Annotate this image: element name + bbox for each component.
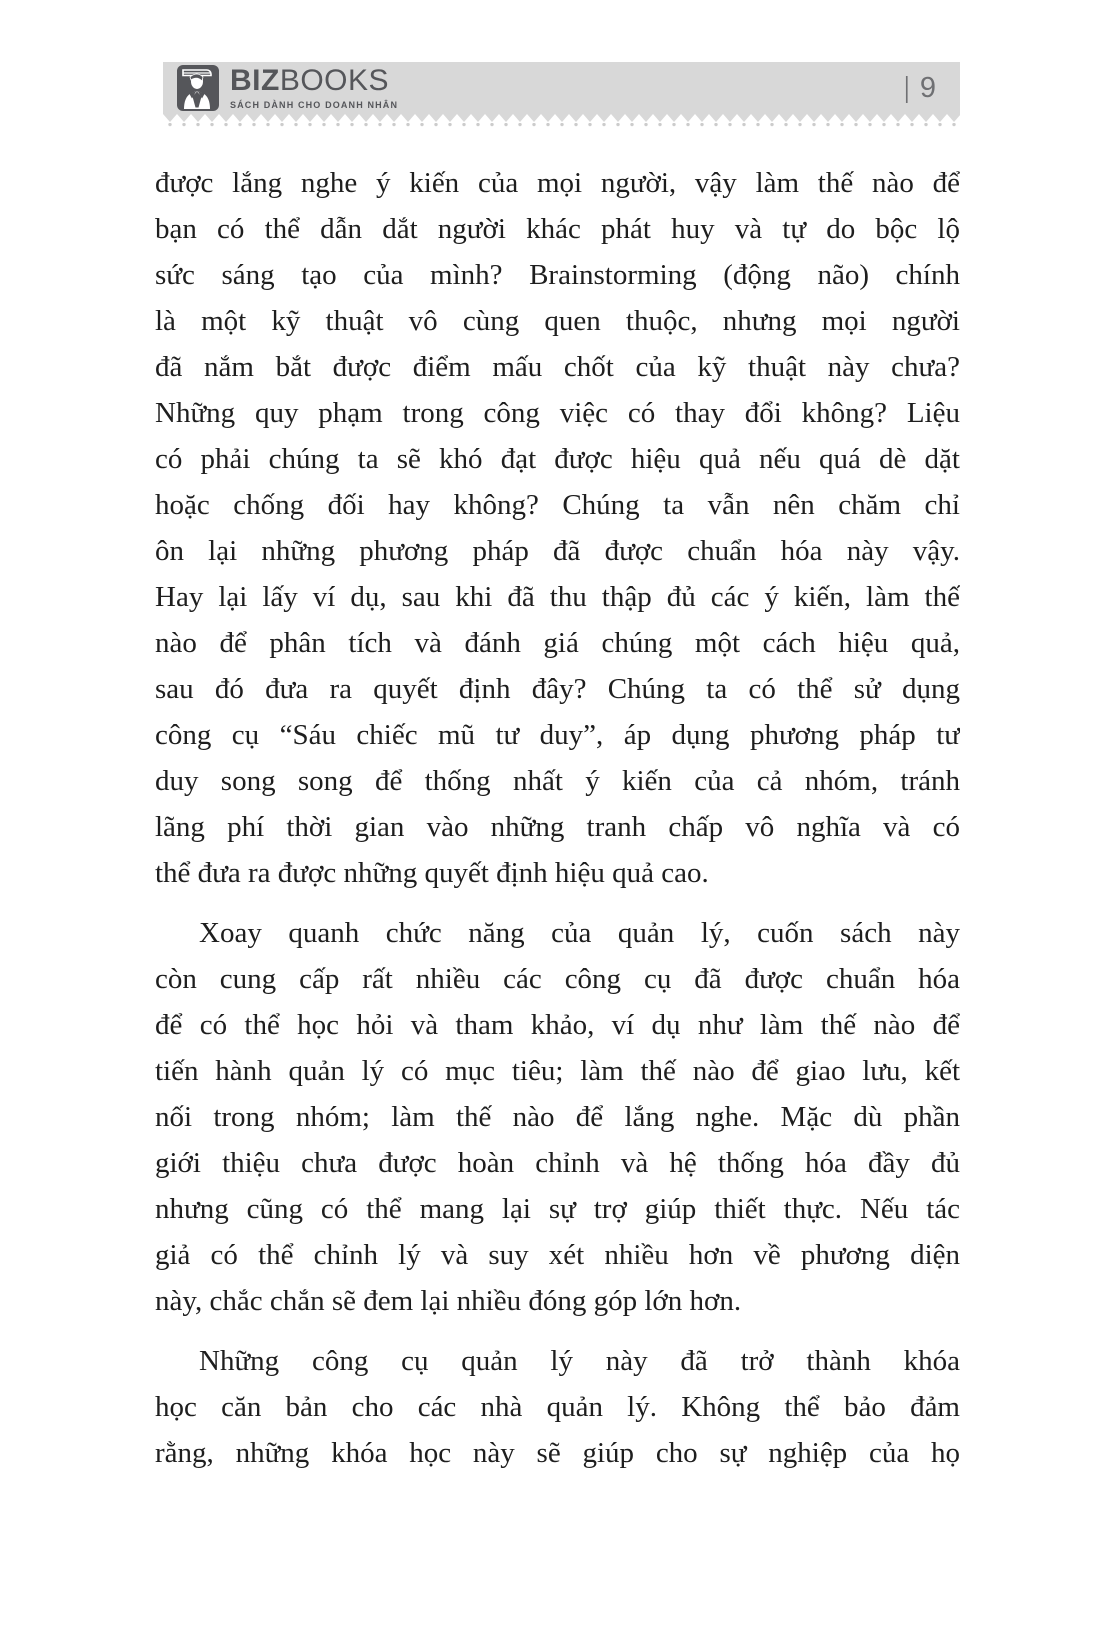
text-line: tiến hành quản lý có mục tiêu; làm thế nào để giao lưu, kết xyxy=(155,1055,960,1087)
logo-title-biz: BIZ xyxy=(230,64,280,97)
page-body xyxy=(155,160,960,1490)
text-line: đã nắm bắt được điểm mấu chốt của kỹ thuật này chưa? xyxy=(155,351,960,383)
text-line: nào để phân tích và đánh giá chúng một cách hiệu quả, xyxy=(155,627,960,659)
page-number xyxy=(903,72,936,105)
page-number-separator: | xyxy=(904,71,910,104)
text-line: này, chắc chắn sẽ đem lại nhiều đóng góp lớn hơn. xyxy=(155,1285,742,1317)
text-line: Hay lại lấy ví dụ, sau khi đã thu thập đủ các ý kiến, làm thế xyxy=(155,581,960,613)
text-line: hoặc chống đối hay không? Chúng ta vẫn nên chăm chỉ xyxy=(155,489,960,521)
logo-tagline: SÁCH DÀNH CHO DOANH NHÂN xyxy=(230,100,399,110)
businessman-book-emblem-icon xyxy=(177,65,219,111)
text-line: có phải chúng ta sẽ khó đạt được hiệu quả nếu quá dè dặt xyxy=(155,443,960,475)
header xyxy=(163,62,960,128)
text-line: nhưng cũng có thể mang lại sự trợ giúp thiết thực. Nếu tác xyxy=(155,1193,960,1225)
text-line: còn cung cấp rất nhiều các công cụ đã được chuẩn hóa xyxy=(155,963,960,995)
paragraph xyxy=(155,910,960,1324)
text-line: rằng, những khóa học này sẽ giúp cho sự nghiệp của họ xyxy=(155,1437,960,1469)
text-line: là một kỹ thuật vô cùng quen thuộc, nhưng mọi người xyxy=(155,305,960,337)
text-line: học căn bản cho các nhà quản lý. Không thể bảo đảm xyxy=(155,1391,960,1423)
text-line: để có thể học hỏi và tham khảo, ví dụ như làm thế nào để xyxy=(155,1009,960,1041)
text-line: Những công cụ quản lý này đã trở thành khóa xyxy=(199,1345,960,1377)
text-line: sau đó đưa ra quyết định đây? Chúng ta có thể sử dụng xyxy=(155,673,960,705)
logo-wordmark xyxy=(230,66,398,110)
text-line: giới thiệu chưa được hoàn chỉnh và hệ thống hóa đầy đủ xyxy=(155,1147,960,1179)
paragraph xyxy=(155,1338,960,1476)
torn-edge-shadow-dots xyxy=(163,123,960,128)
logo-title xyxy=(230,66,398,96)
text-line: thể đưa ra được những quyết định hiệu quả cao. xyxy=(155,857,709,889)
text-line: công cụ “Sáu chiếc mũ tư duy”, áp dụng phương pháp tư xyxy=(155,719,960,751)
header-torn-edge xyxy=(163,114,960,122)
text-line: nối trong nhóm; làm thế nào để lắng nghe. Mặc dù phần xyxy=(155,1101,960,1133)
text-line: được lắng nghe ý kiến của mọi người, vậy làm thế nào để xyxy=(155,167,960,199)
text-line: bạn có thể dẫn dắt người khác phát huy và tự do bộc lộ xyxy=(155,213,960,245)
text-line: lãng phí thời gian vào những tranh chấp vô nghĩa và có xyxy=(155,811,960,843)
text-line: sức sáng tạo của mình? Brainstorming (động não) chính xyxy=(155,259,960,291)
page-number-value: 9 xyxy=(919,71,936,104)
paragraph xyxy=(155,160,960,896)
text-line: duy song song để thống nhất ý kiến của cả nhóm, tránh xyxy=(155,765,960,797)
logo-title-books: BOOKS xyxy=(279,64,390,97)
text-line: Những quy phạm trong công việc có thay đổi không? Liệu xyxy=(155,397,960,429)
header-bar xyxy=(163,62,960,114)
text-line: ôn lại những phương pháp đã được chuẩn hóa này vậy. xyxy=(155,535,960,567)
publisher-logo xyxy=(177,65,398,111)
text-line: Xoay quanh chức năng của quản lý, cuốn sách này xyxy=(199,917,960,949)
text-line: giả có thể chỉnh lý và suy xét nhiều hơn về phương diện xyxy=(155,1239,960,1271)
